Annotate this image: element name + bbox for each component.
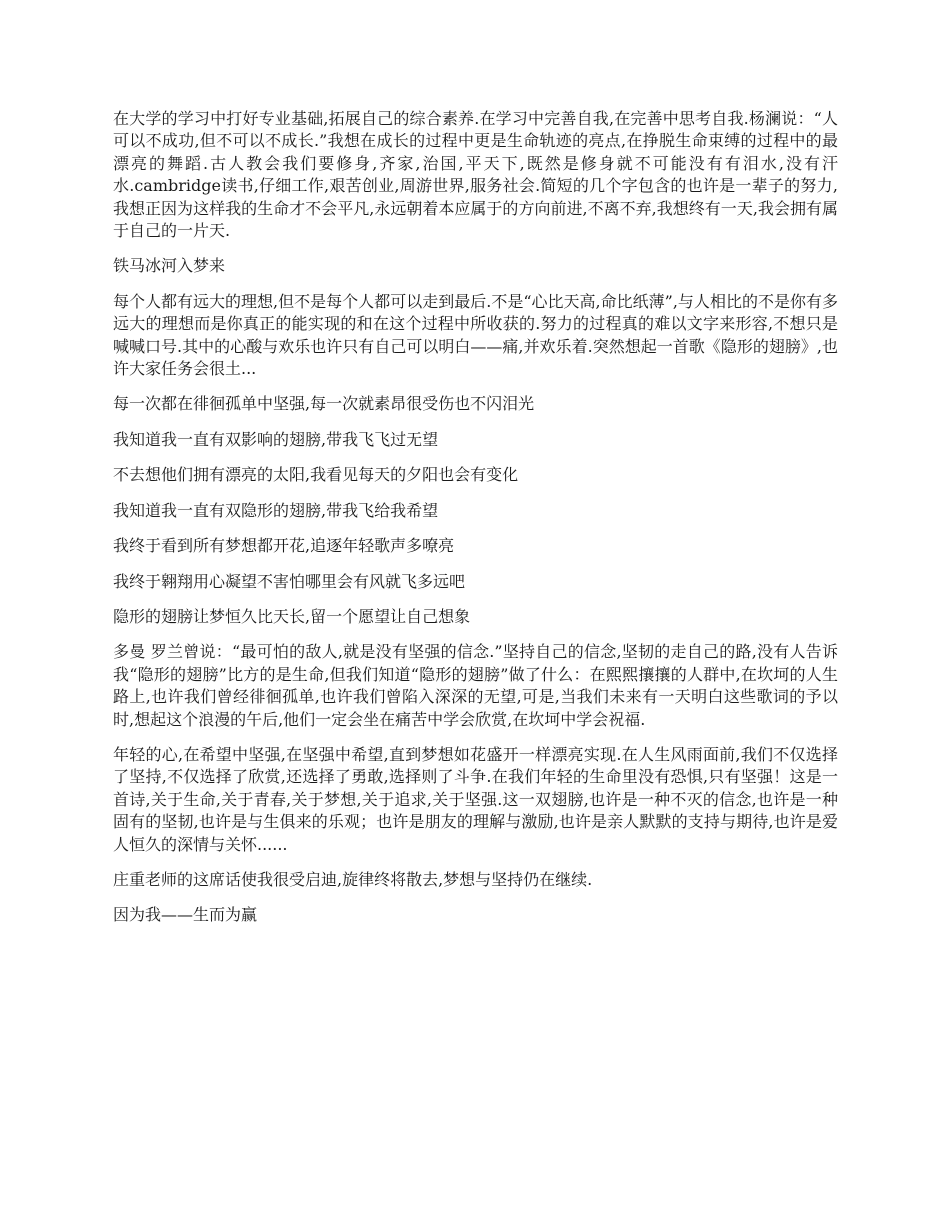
lyric-line-4: 我知道我一直有双隐形的翅膀,带我飞给我希望 xyxy=(113,500,439,520)
paragraph-teacher: 庄重老师的这席话使我很受启迪,旋律终将散去,梦想与坚持仍在继续. xyxy=(113,869,593,889)
paragraph-growth: 在大学的学习中打好专业基础,拓展自己的综合素养.在学习中完善自我,在完善中思考自我.杨澜说：“人可以不成功,但不可以不成长.”我想在成长的过程中更是生命轨迹的亮点,在挣脱生命束缚的过程中的最漂亮的舞蹈.古人教会我们要修身,齐家,治国,平天下,既然是修身就不可能没有有泪水,没有汗水.cambridge读书,仔细工作,艰苦创业,周游世界,服务社会.简短的几个字包含的也许是一辈子的努力,我想正因为这样我的生命才不会平凡,永远朝着本应属于的方向前进,不离不弃,我想终有一天,我会拥有属于自己的一片天. xyxy=(113,109,838,241)
lyric-line-2: 我知道我一直有双影响的翅膀,带我飞飞过无望 xyxy=(113,429,439,449)
closing-line: 因为我——生而为赢 xyxy=(113,905,258,925)
document-body xyxy=(113,108,838,940)
lyric-line-5: 我终于看到所有梦想都开花,追逐年轻歌声多嘹亮 xyxy=(113,536,455,556)
paragraph-ideals: 每个人都有远大的理想,但不是每个人都可以走到最后.不是“心比天高,命比纸薄”,与人相比的不是你有多远大的理想而是你真正的能实现的和在这个过程中所收获的.努力的过程真的难以文字来形容,不想只是喊喊口号.其中的心酸与欢乐也许只有自己可以明白——痛,并欢乐着.突然想起一首歌《隐形的翅膀》,也许大家任务会很土... xyxy=(113,291,838,379)
lyric-line-3: 不去想他们拥有漂亮的太阳,我看见每天的夕阳也会有变化 xyxy=(113,465,519,485)
paragraph-belief: 多曼 罗兰曾说：“最可怕的敌人,就是没有坚强的信念.”坚持自己的信念,坚韧的走自己的路,没有人告诉我“隐形的翅膀”比方的是生命,但我们知道“隐形的翅膀”做了什么：在熙熙攘攘的人群中,在坎坷的人生路上,也许我们曾经徘徊孤单,也许我们曾陷入深深的无望,可是,当我们未来有一天明白这些歌词的予以时,想起这个浪漫的午后,他们一定会坐在痛苦中学会欣赏,在坎坷中学会祝福. xyxy=(113,642,838,729)
lyric-line-1: 每一次都在徘徊孤单中坚强,每一次就素昂很受伤也不闪泪光 xyxy=(113,394,535,414)
lyric-line-6: 我终于翱翔用心凝望不害怕哪里会有风就飞多远吧 xyxy=(113,571,466,591)
paragraph-young-heart: 年轻的心,在希望中坚强,在坚强中希望,直到梦想如花盛开一样漂亮实现.在人生风雨面前,我们不仅选择了坚持,不仅选择了欣赏,还选择了勇敢,选择则了斗争.在我们年轻的生命里没有恐惧,只有坚强！这是一首诗,关于生命,关于青春,关于梦想,关于追求,关于坚强.这一双翅膀,也许是一种不灭的信念,也许是一种固有的坚韧,也许是与生俱来的乐观；也许是朋友的理解与激励,也许是亲人默默的支持与期待,也许是爱人恒久的深情与关怀...... xyxy=(113,744,838,854)
lyric-line-7: 隐形的翅膀让梦恒久比天长,留一个愿望让自己想象 xyxy=(113,606,471,626)
heading-dream: 铁马冰河入梦来 xyxy=(113,256,226,276)
